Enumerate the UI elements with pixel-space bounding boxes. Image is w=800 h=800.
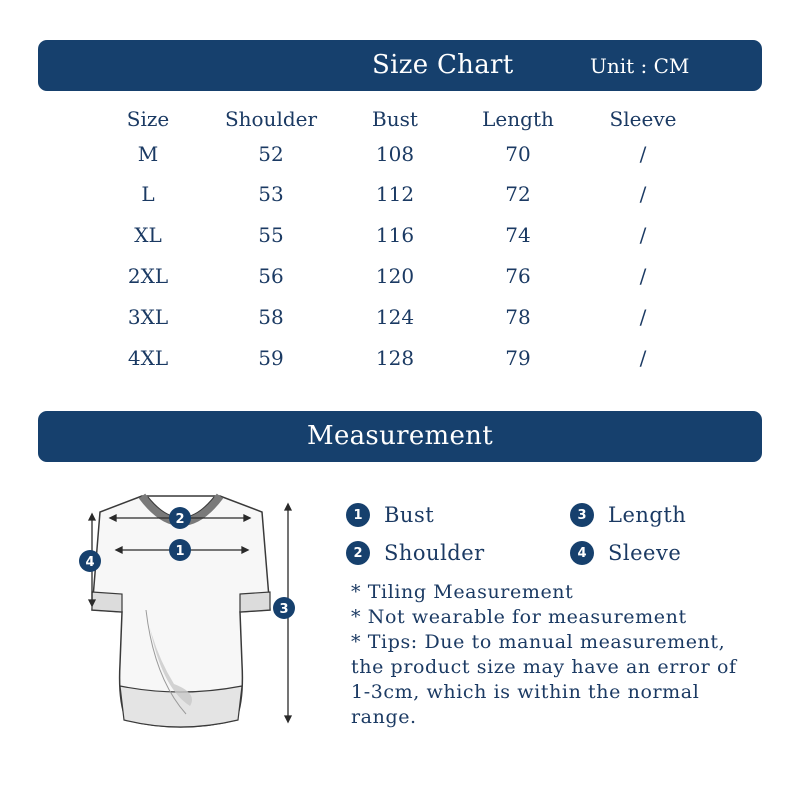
measurement-legend: [346, 500, 766, 580]
marker-4-label: 4: [85, 555, 95, 570]
table-cell: 112: [375, 182, 415, 206]
table-row: [0, 257, 800, 298]
table-cell: /: [639, 346, 647, 370]
legend-number: 3: [570, 503, 594, 527]
table-row: [0, 216, 800, 257]
table-cell: 2XL: [127, 264, 169, 288]
table-cell: 128: [375, 346, 415, 370]
marker-1-label: 1: [175, 544, 185, 559]
table-cell: /: [639, 223, 647, 247]
column-header: Length: [482, 107, 554, 131]
legend-item-shoulder: [346, 538, 485, 568]
note-line: * Not wearable for measurement: [351, 606, 687, 628]
table-cell: 52: [258, 142, 284, 166]
table-cell: 116: [375, 223, 415, 247]
table-cell: 70: [505, 142, 531, 166]
table-cell: 120: [375, 264, 415, 288]
column-header: Shoulder: [224, 107, 318, 131]
note-line: * Tips: Due to manual measurement,: [351, 631, 726, 653]
legend-item-length: [570, 500, 686, 530]
legend-item-sleeve: [570, 538, 681, 568]
legend-label: Shoulder: [384, 541, 485, 565]
legend-number: 2: [346, 541, 370, 565]
table-cell: 74: [505, 223, 531, 247]
column-header: Sleeve: [609, 107, 677, 131]
table-row: [0, 339, 800, 380]
note-line: 1-3cm, which is within the normal: [351, 681, 700, 703]
legend-number: 1: [346, 503, 370, 527]
measurement-title: Measurement: [307, 421, 493, 451]
table-cell: /: [639, 264, 647, 288]
column-header: Bust: [372, 107, 418, 131]
table-cell: /: [639, 305, 647, 329]
unit-label: Unit : CM: [590, 54, 690, 78]
table-cell: 124: [375, 305, 415, 329]
measurement-banner: [38, 411, 762, 462]
table-cell: 108: [375, 142, 415, 166]
legend-number: 4: [570, 541, 594, 565]
table-cell: 56: [258, 264, 284, 288]
table-row: [0, 135, 800, 175]
marker-2-label: 2: [175, 512, 185, 527]
right-cuff: [240, 592, 270, 612]
legend-label: Length: [608, 503, 687, 527]
size-chart-title: Size Chart: [372, 50, 514, 80]
note-line: the product size may have an error of: [351, 656, 737, 678]
table-cell: 4XL: [127, 346, 169, 370]
legend-label: Sleeve: [608, 541, 682, 565]
column-header: Size: [126, 107, 170, 131]
table-cell: 72: [505, 182, 531, 206]
size-chart-banner: [38, 40, 762, 91]
table-cell: 3XL: [127, 305, 169, 329]
note-line: * Tiling Measurement: [351, 581, 574, 603]
table-cell: 53: [258, 182, 284, 206]
table-cell: 79: [505, 346, 531, 370]
note-line: range.: [351, 706, 417, 728]
table-cell: /: [639, 142, 647, 166]
table-row: [0, 175, 800, 216]
table-cell: 78: [505, 305, 531, 329]
measurement-notes: [351, 580, 771, 730]
table-cell: 76: [505, 264, 531, 288]
table-cell: 58: [258, 305, 284, 329]
table-cell: L: [141, 182, 155, 206]
size-table: [0, 100, 800, 386]
table-cell: 55: [258, 223, 284, 247]
left-cuff: [92, 592, 122, 612]
marker-3-label: 3: [279, 602, 289, 617]
tshirt-diagram-icon: [70, 488, 310, 738]
legend-label: Bust: [384, 503, 435, 527]
table-cell: /: [639, 182, 647, 206]
table-cell: 59: [258, 346, 284, 370]
table-cell: M: [137, 142, 159, 166]
table-row: [0, 298, 800, 339]
legend-item-bust: [346, 500, 434, 530]
table-cell: XL: [134, 223, 162, 247]
